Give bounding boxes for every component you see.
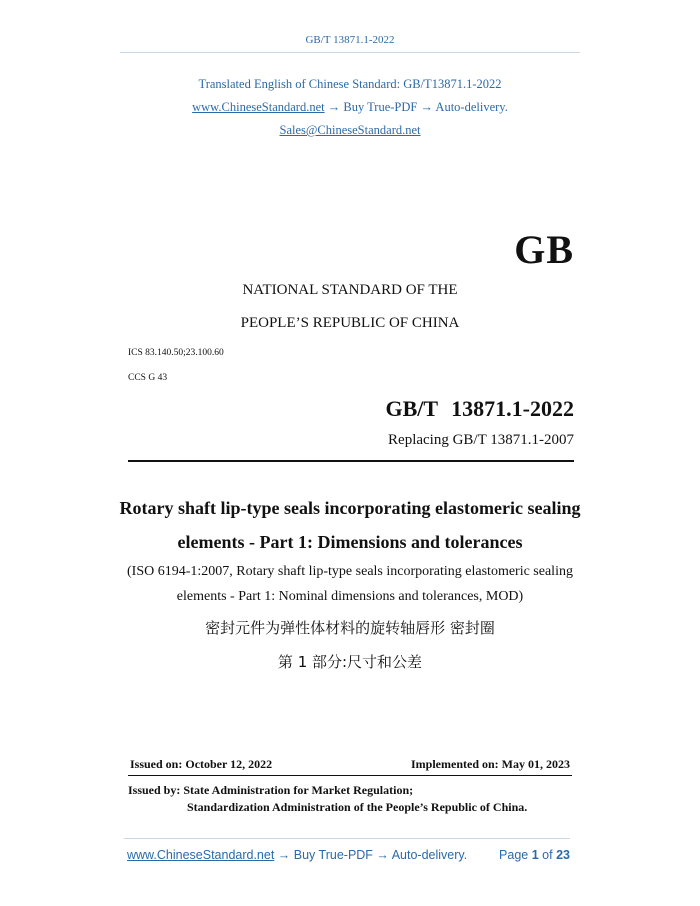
- title-line1: Rotary shaft lip-type seals incorporating elastomeric sealing: [119, 498, 581, 518]
- banner-site-link[interactable]: www.ChineseStandard.net: [192, 100, 325, 114]
- banner-translated-line: Translated English of Chinese Standard: GB/T13871.1-2022: [198, 77, 502, 91]
- page-indicator: [499, 848, 570, 862]
- footer-site-suffix: → Buy True-PDF → Auto-delivery.: [274, 848, 468, 862]
- banner-site-suffix: → Buy True-PDF → Auto-delivery.: [324, 100, 508, 114]
- national-standard-line1: NATIONAL STANDARD OF THE: [242, 282, 458, 298]
- implemented-on: Implemented on: May 01, 2023: [411, 757, 570, 771]
- standard-code: GB/T 13871.1-2022: [385, 396, 574, 421]
- page-label: Page: [499, 848, 529, 862]
- header-standard-ref: GB/T 13871.1-2022: [305, 34, 395, 46]
- title-line2: elements - Part 1: Dimensions and tolerances: [177, 532, 523, 552]
- page-total: 23: [556, 848, 570, 862]
- dates-divider: [128, 775, 572, 776]
- footer-site-link[interactable]: www.ChineseStandard.net: [127, 848, 275, 862]
- iso-line1: (ISO 6194-1:2007, Rotary shaft lip-type seals incorporating elastomeric sealing: [127, 564, 573, 579]
- banner-email-link[interactable]: Sales@ChineseStandard.net: [279, 123, 421, 137]
- iso-line2: elements - Part 1: Nominal dimensions and tolerances, MOD): [176, 589, 524, 604]
- replacing-line: Replacing GB/T 13871.1-2007: [388, 432, 574, 448]
- issued-on: Issued on: October 12, 2022: [130, 757, 273, 771]
- gb-logo: GB: [514, 227, 574, 272]
- footer-divider: [124, 838, 570, 839]
- chinese-title-line1: 密封元件为弹性体材料的旋转轴唇形 密封圈: [205, 619, 495, 637]
- ccs-code: CCS G 43: [128, 373, 168, 383]
- issued-by-line2: Standardization Administration of the People’s Republic of China.: [187, 800, 528, 814]
- chinese-title-line2: 第 1 部分:尺寸和公差: [277, 653, 423, 671]
- ics-code: ICS 83.140.50;23.100.60: [128, 348, 224, 358]
- footer-purchase-line: [127, 848, 467, 862]
- title-divider: [128, 460, 574, 462]
- banner-email-line: [0, 123, 700, 138]
- issued-by: Issued by: State Administration for Market Regulation;: [128, 783, 414, 797]
- banner-purchase-line: [0, 100, 700, 115]
- header-divider: [120, 52, 580, 53]
- national-standard-line2: PEOPLE’S REPUBLIC OF CHINA: [240, 315, 460, 331]
- page-of: of: [542, 848, 553, 862]
- page-current: 1: [531, 848, 539, 862]
